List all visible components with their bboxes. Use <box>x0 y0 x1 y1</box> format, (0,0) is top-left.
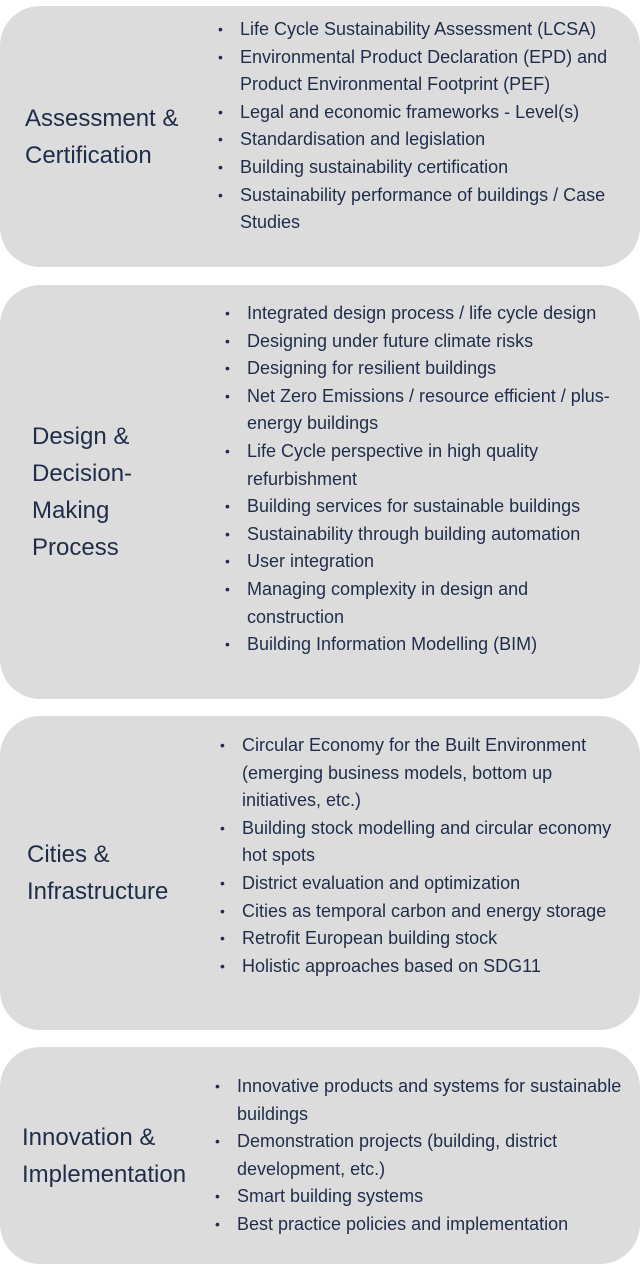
bullet-icon: • <box>218 158 223 175</box>
list-item: • Environmental Product Declaration (EPD) and Product Environmental Footprint (PEF) <box>218 44 628 99</box>
topic-list <box>215 1073 630 1239</box>
list-item: • District evaluation and optimization <box>220 870 630 898</box>
panel-title: Cities & Infrastructure <box>27 841 169 905</box>
list-item: • Smart building systems <box>215 1183 630 1211</box>
bullet-icon: • <box>225 442 230 459</box>
bullet-icon: • <box>220 930 225 947</box>
bullet-icon: • <box>215 1188 220 1205</box>
panel-innovation-implementation <box>0 1047 640 1264</box>
list-item: • Cities as temporal carbon and energy storage <box>220 898 630 926</box>
bullet-icon: • <box>215 1215 220 1232</box>
bullet-icon: • <box>225 305 230 321</box>
list-item: • Retrofit European building stock <box>220 925 630 953</box>
list-item: • Building Information Modelling (BIM) <box>225 631 630 659</box>
list-item: • Best practice policies and implementation <box>215 1211 630 1239</box>
list-item: • Life Cycle Sustainability Assessment (LCSA) <box>218 16 628 44</box>
bullet-icon: • <box>218 21 223 37</box>
list-item: • Building stock modelling and circular economy hot spots <box>220 815 630 870</box>
panel-title: Innovation & Implementation <box>22 1123 187 1188</box>
bullet-icon: • <box>225 387 230 404</box>
list-item: • Designing for resilient buildings <box>225 355 630 383</box>
bullet-icon: • <box>225 525 230 542</box>
bullet-icon: • <box>225 553 230 570</box>
list-item: • Managing complexity in design and construction <box>225 576 630 631</box>
bullet-icon: • <box>215 1133 220 1150</box>
bullet-icon: • <box>218 186 223 203</box>
bullet-icon: • <box>218 48 223 65</box>
list-item: • Life Cycle perspective in high quality refurbishment <box>225 438 630 493</box>
panel-design-decision-making <box>0 285 640 699</box>
list-item: • Net Zero Emissions / resource efficient / plus-energy buildings <box>225 383 630 438</box>
list-item: • Legal and economic frameworks - Level(s) <box>218 99 628 127</box>
list-item: • Building services for sustainable buildings <box>225 493 630 521</box>
list-item: • Integrated design process / life cycle design <box>225 300 630 328</box>
bullet-icon: • <box>225 636 230 653</box>
list-item: • Circular Economy for the Built Environment (emerging business models, bottom up initiatives, etc.) <box>220 732 630 815</box>
panel-cities-infrastructure <box>0 716 640 1030</box>
list-item: • Demonstration projects (building, district development, etc.) <box>215 1128 630 1183</box>
bullet-icon: • <box>225 360 230 377</box>
panel-title: Design & Decision- Making Process <box>32 423 133 561</box>
panel-assessment-certification <box>0 6 640 267</box>
bullet-icon: • <box>218 131 223 148</box>
topic-list <box>220 732 630 980</box>
bullet-icon: • <box>218 103 223 120</box>
topic-list <box>218 16 628 237</box>
list-item: • Holistic approaches based on SDG11 <box>220 953 630 981</box>
list-item: • Sustainability through building automation <box>225 521 630 549</box>
bullet-icon: • <box>225 332 230 349</box>
panel-title: Assessment & Certification <box>25 104 179 169</box>
bullet-icon: • <box>225 498 230 515</box>
list-item: • Sustainability performance of buildings / Case Studies <box>218 182 628 237</box>
bullet-icon: • <box>220 957 225 974</box>
bullet-icon: • <box>215 1078 220 1094</box>
list-item: • Innovative products and systems for sustainable buildings <box>215 1073 630 1128</box>
list-item: • Standardisation and legislation <box>218 126 628 154</box>
list-item: • User integration <box>225 548 630 576</box>
list-item: • Building sustainability certification <box>218 154 628 182</box>
bullet-icon: • <box>225 580 230 597</box>
bullet-icon: • <box>220 819 225 836</box>
bullet-icon: • <box>220 902 225 919</box>
list-item: • Designing under future climate risks <box>225 328 630 356</box>
bullet-icon: • <box>220 874 225 891</box>
topic-list <box>225 300 630 659</box>
bullet-icon: • <box>220 737 225 753</box>
